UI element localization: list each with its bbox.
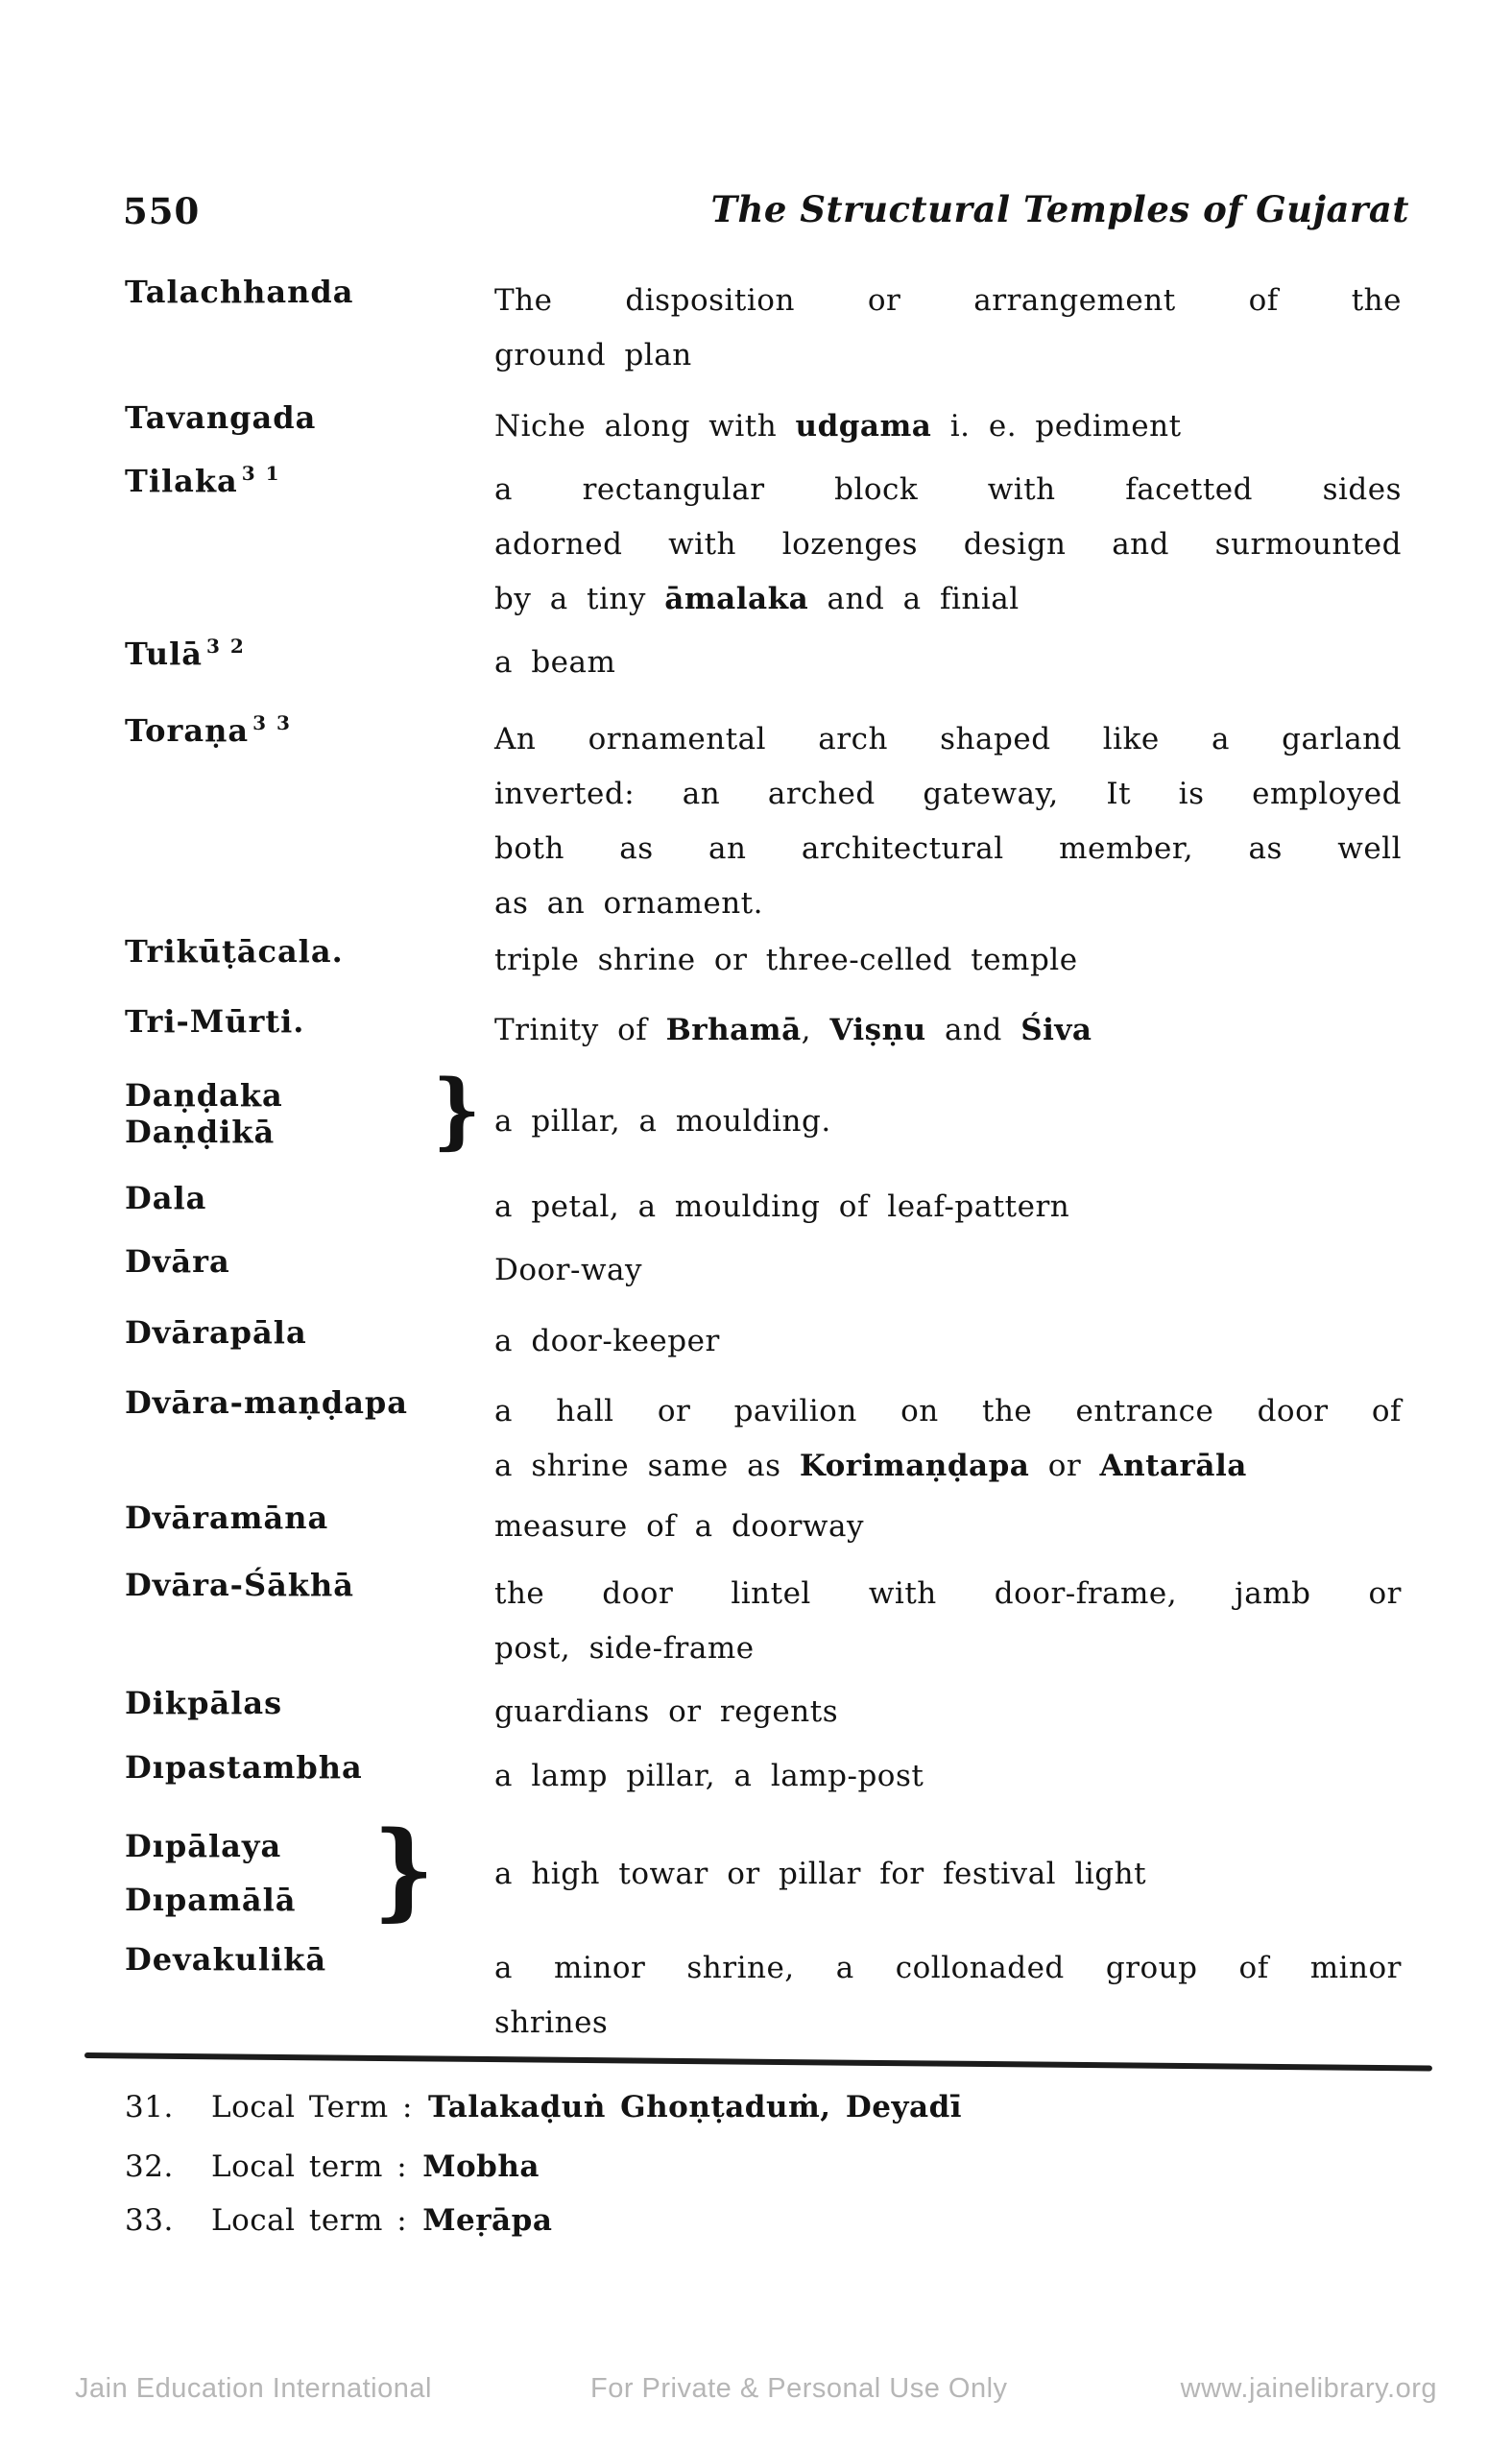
footnote-term: Mobha: [422, 2149, 540, 2184]
definition-line: shrines: [494, 2005, 609, 2040]
glossary-definition: [494, 1819, 1402, 1902]
glossary-definition: [494, 1749, 1402, 1804]
footnote-label: Local Term :: [211, 2090, 413, 2124]
glossary-term: Dıpamālā: [125, 1882, 297, 1918]
footnote-term: Meṛāpa: [422, 2203, 553, 2238]
definition-line: adorned with lozenges design and surmounted: [494, 527, 1402, 562]
glossary-definition: [494, 1685, 1402, 1740]
glossary-term: Tavangada: [125, 399, 317, 436]
glossary-term: Dvārapāla: [125, 1314, 307, 1351]
definition-line: a lamp pillar, a lamp-post: [494, 1759, 924, 1793]
glossary-entry: [125, 1243, 1402, 1298]
glossary-definition: [494, 1077, 1402, 1149]
definition-line: a hall or pavilion on the entrance door of: [494, 1394, 1402, 1428]
glossary-term: Daṇḍaka: [125, 1077, 283, 1114]
footnote-term: Talakaḍuṅ Ghoṇṭaduṁ, Deyadī: [428, 2090, 963, 2124]
glossary-definition: [494, 399, 1402, 454]
glossary-definition: [494, 712, 1402, 931]
glossary-definition: [494, 1500, 1402, 1554]
glossary-entry: [125, 463, 1402, 627]
footer-website: www.jainelibrary.org: [1180, 2373, 1437, 2404]
footer-publisher: Jain Education International: [75, 2373, 432, 2404]
book-title: The Structural Temples of Gujarat: [710, 188, 1409, 230]
definition-line: a beam: [494, 645, 616, 680]
definition-line: a minor shrine, a collonaded group of minor: [494, 1951, 1402, 1985]
glossary-definition: [494, 463, 1402, 627]
footnote-label: Local term :: [211, 2203, 408, 2238]
glossary-term: Dvāra-maṇḍapa: [125, 1384, 409, 1421]
definition-line: a high towar or pillar for festival light: [494, 1857, 1147, 1891]
brace-glyph: }: [372, 1808, 436, 1932]
glossary-entry: [125, 1749, 1402, 1804]
glossary-term: Toraṇa $^{3 3}$: [125, 711, 292, 749]
glossary-term-group: [125, 1062, 494, 1159]
definition-line: triple shrine or three-celled temple: [494, 943, 1078, 977]
glossary-definition: [494, 274, 1402, 383]
glossary-entry: [125, 399, 1402, 454]
glossary-definition: [494, 1384, 1402, 1494]
glossary-term: Dikpālas: [125, 1685, 283, 1721]
definition-line: Niche along with udgama i. e. pediment: [494, 409, 1182, 444]
glossary-entry: [125, 1941, 1402, 2051]
definition-line: measure of a doorway: [494, 1509, 864, 1544]
definition-line: a door-keeper: [494, 1324, 720, 1358]
glossary-term: Dala: [125, 1180, 207, 1216]
glossary-term: Dvāramāna: [125, 1500, 329, 1536]
footnote-number: 32.: [125, 2149, 174, 2184]
glossary-entry: [125, 712, 1402, 931]
glossary-definition: [494, 1941, 1402, 2051]
glossary-entry: [125, 274, 1402, 383]
glossary-definition: [494, 636, 1402, 690]
glossary-entry: [125, 1003, 1402, 1058]
brace-glyph: }: [432, 1062, 482, 1159]
definition-line: ground plan: [494, 338, 692, 372]
definition-line: post, side-frame: [494, 1631, 755, 1666]
glossary-definition: [494, 1180, 1402, 1235]
glossary-entry: [125, 1500, 1402, 1554]
definition-line: The disposition or arrangement of the: [494, 283, 1402, 318]
definition-line: Trinity of Brhamā, Viṣṇu and Śiva: [494, 1013, 1092, 1047]
definition-line: the door lintel with door-frame, jamb or: [494, 1576, 1402, 1611]
glossary-entry: [125, 636, 1402, 690]
definition-line: An ornamental arch shaped like a garland: [494, 722, 1402, 756]
glossary-term-group: [125, 1808, 494, 1932]
glossary-definition: [494, 1003, 1402, 1058]
page-number: 550: [123, 190, 201, 232]
glossary-entry: [125, 1314, 1402, 1369]
glossary-entry: [125, 1567, 1402, 1676]
glossary-definition: [494, 933, 1402, 988]
footnote-number: 31.: [125, 2090, 174, 2124]
glossary-entry: [125, 1062, 1402, 1159]
glossary-entry: [125, 1180, 1402, 1235]
glossary-term: Dvāra-Śākhā: [125, 1567, 354, 1603]
footnote-label: Local term :: [211, 2149, 408, 2184]
footnote: [125, 2086, 1402, 2128]
definition-line: inverted: an arched gateway, It is employed: [494, 777, 1402, 811]
definition-line: a rectangular block with facetted sides: [494, 472, 1402, 507]
glossary-term: Dıpālaya: [125, 1828, 282, 1864]
footnote: [125, 2146, 1402, 2188]
definition-line: both as an architectural member, as well: [494, 831, 1402, 866]
definition-line: by a tiny āmalaka and a finial: [494, 582, 1020, 616]
glossary-entry: [125, 1384, 1402, 1494]
definition-line: as an ornament.: [494, 886, 763, 921]
glossary-entry: [125, 933, 1402, 988]
definition-line: a shrine same as Korimaṇḍapa or Antarāla: [494, 1449, 1247, 1483]
glossary-definition: [494, 1243, 1402, 1298]
glossary-term: Trikūṭācala.: [125, 933, 344, 970]
glossary-entry: [125, 1685, 1402, 1740]
footnote-divider: [84, 2052, 1432, 2071]
glossary-term: Devakulikā: [125, 1941, 327, 1978]
definition-line: Door-way: [494, 1253, 643, 1287]
glossary-entry: [125, 1808, 1402, 1932]
glossary-term: Tulā $^{3 2}$: [125, 635, 246, 672]
definition-line: guardians or regents: [494, 1694, 839, 1729]
glossary-term: Tri-Mūrti.: [125, 1003, 305, 1040]
glossary-term: Dvāra: [125, 1243, 230, 1280]
glossary-term: Dıpastambha: [125, 1749, 363, 1786]
glossary-term: Talachhanda: [125, 274, 354, 310]
definition-line: a petal, a moulding of leaf-pattern: [494, 1189, 1070, 1224]
footnote: [125, 2199, 1402, 2242]
footnote-number: 33.: [125, 2203, 174, 2238]
glossary-term: Daṇḍikā: [125, 1114, 276, 1150]
footer-usage-note: For Private & Personal Use Only: [590, 2373, 1008, 2404]
glossary-definition: [494, 1314, 1402, 1369]
glossary-term: Tilaka $^{3 1}$: [125, 462, 281, 499]
glossary-definition: [494, 1567, 1402, 1676]
definition-line: a pillar, a moulding.: [494, 1104, 831, 1139]
